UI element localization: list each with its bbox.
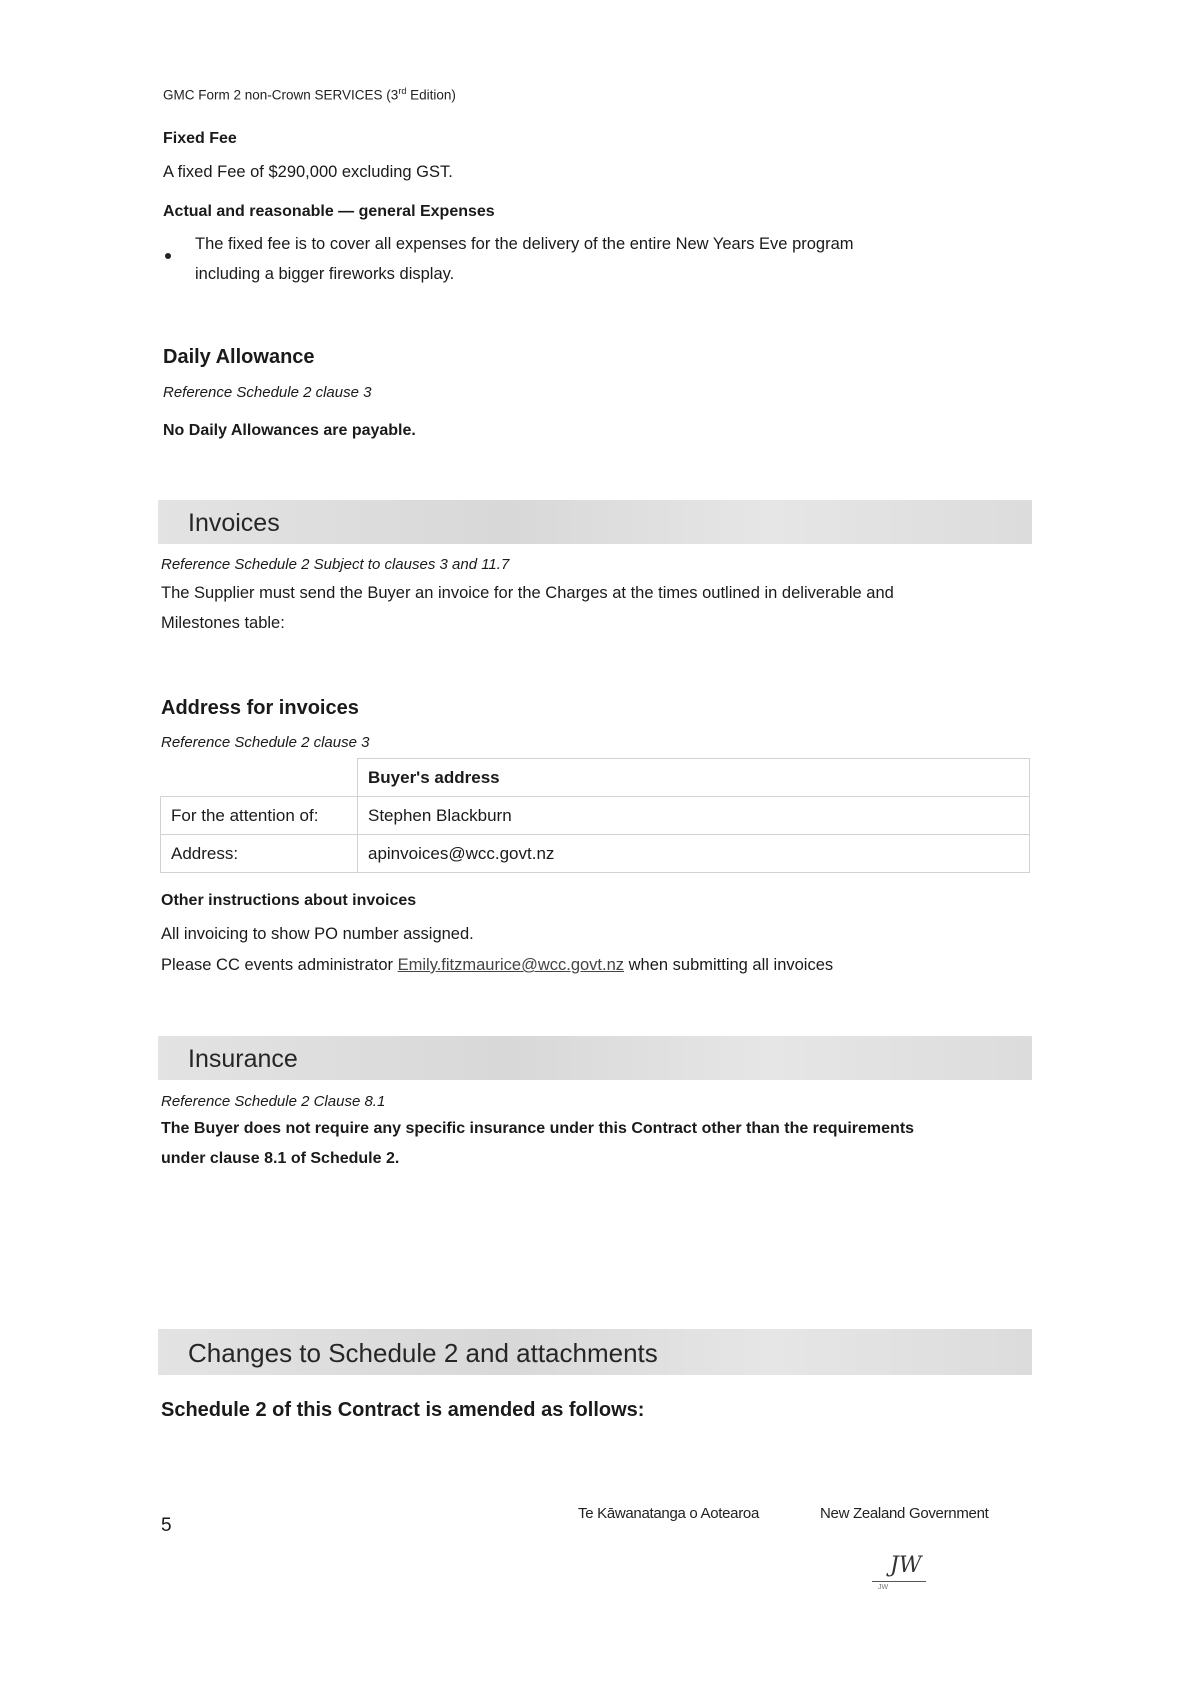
table-header-row — [161, 759, 1030, 797]
edition-suffix: Edition) — [406, 87, 456, 103]
insurance-text-line-2: under clause 8.1 of Schedule 2. — [161, 1150, 400, 1167]
address-heading: Address for invoices — [161, 697, 359, 719]
fixed-fee-text: A fixed Fee of $290,000 excluding GST. — [163, 163, 453, 181]
table-cell-value: Stephen Blackburn — [358, 797, 1030, 835]
daily-allowance-reference: Reference Schedule 2 clause 3 — [163, 384, 372, 401]
changes-heading: Changes to Schedule 2 and attachments — [188, 1338, 658, 1368]
invoices-section-band — [158, 500, 1032, 544]
table-row — [161, 797, 1030, 835]
table-cell-label: For the attention of: — [161, 797, 358, 835]
insurance-section-band — [158, 1036, 1032, 1080]
signature-initials-image — [872, 1553, 932, 1597]
expenses-bullet-line-1: The fixed fee is to cover all expenses for the delivery of the entire New Years Eve program — [195, 235, 854, 253]
other-instructions-line-2 — [161, 950, 833, 980]
insurance-heading: Insurance — [188, 1045, 298, 1073]
form-title: GMC Form 2 non-Crown SERVICES (3 — [163, 87, 399, 103]
edition-superscript: rd — [398, 86, 407, 96]
daily-allowance-heading: Daily Allowance — [163, 346, 315, 368]
signature-small-initials: JW — [878, 1584, 889, 1591]
table-cell-value: apinvoices@wcc.govt.nz — [358, 835, 1030, 873]
insurance-text-line-1: The Buyer does not require any specific insurance under this Contract other than the requirements — [161, 1120, 915, 1137]
footer-gov-maori: Te Kāwanatanga o Aotearoa — [578, 1505, 759, 1522]
table-header-buyers-address: Buyer's address — [358, 759, 1030, 797]
table-header-empty — [161, 759, 358, 797]
changes-subheading: Schedule 2 of this Contract is amended as follows: — [161, 1399, 645, 1421]
cc-text-suffix: when submitting all invoices — [624, 956, 834, 974]
changes-section-band — [158, 1329, 1032, 1375]
page-number: 5 — [161, 1515, 172, 1536]
table-row — [161, 835, 1030, 873]
daily-allowance-text: No Daily Allowances are payable. — [163, 422, 416, 439]
table-cell-label: Address: — [161, 835, 358, 873]
form-header — [163, 86, 456, 103]
other-instructions-heading: Other instructions about invoices — [161, 892, 417, 909]
invoices-heading: Invoices — [188, 509, 280, 537]
invoices-text-line-2: Milestones table: — [161, 614, 285, 632]
invoices-reference: Reference Schedule 2 Subject to clauses 3 and 11.7 — [161, 556, 510, 573]
other-instructions-line-1: All invoicing to show PO number assigned. — [161, 925, 474, 943]
signature-underline — [872, 1581, 926, 1582]
expenses-bullet-line-2: including a bigger fireworks display. — [195, 265, 455, 283]
signature-initials: JW — [890, 1553, 922, 1578]
cc-text-prefix: Please CC events administrator — [161, 956, 398, 974]
expenses-heading: Actual and reasonable — general Expenses — [163, 203, 495, 220]
fixed-fee-heading: Fixed Fee — [163, 130, 237, 147]
insurance-reference: Reference Schedule 2 Clause 8.1 — [161, 1093, 386, 1110]
bullet-icon — [165, 246, 171, 264]
invoices-text-line-1: The Supplier must send the Buyer an invoice for the Charges at the times outlined in deliverable and — [161, 584, 894, 602]
footer-gov-english: New Zealand Government — [820, 1505, 989, 1522]
cc-email-link[interactable]: Emily.fitzmaurice@wcc.govt.nz — [397, 956, 625, 974]
buyer-address-table — [160, 758, 1030, 873]
address-reference: Reference Schedule 2 clause 3 — [161, 734, 370, 751]
